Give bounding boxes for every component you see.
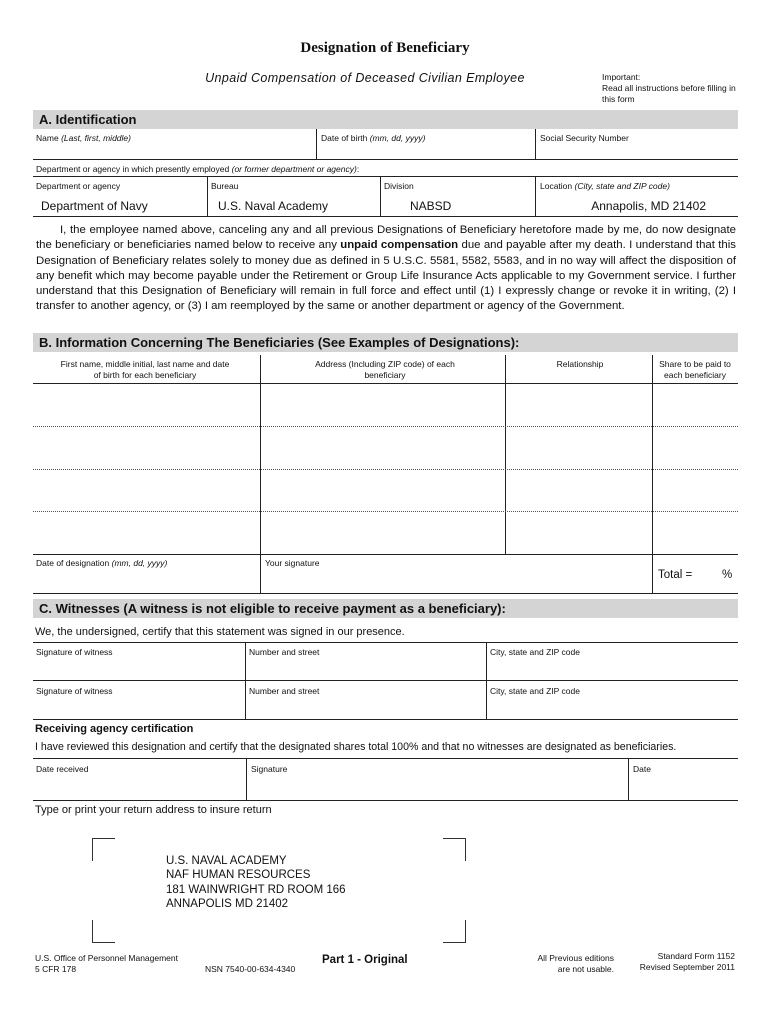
address-line: NAF HUMAN RESOURCES [166,869,311,882]
divider [380,176,381,216]
ssn-field[interactable] [536,129,738,159]
witness1-city-label: City, state and ZIP code [490,647,580,657]
footer-standard-form [620,951,735,973]
col-address-header: Address (Including ZIP code) of each beneficiary [315,359,455,380]
footer-prev1: All Previous editions [537,953,614,963]
footer-agency-name: U.S. Office of Personnel Management [35,953,179,963]
footer-prev2: are not usable. [557,964,614,974]
statement-part2: due and payable after my death. I understand that this Designation of Beneficiary relates solely to money due as defined in 5 U.S.C. 5581, 5582, 5583, and in no way will affect the disposition of any benefit which may become payable under the Retirement or Group Life Insurance Acts applicable to my Government service. I further understand that this Designation of Beneficiary will remain in full force and effect until (1) I expressly change or revoke it in writing, (2) I transfer to another agency, or (3) I am reemployed by the same or another department or agency of the Government. [36,239,736,313]
section-b-heading: B. Information Concerning The Beneficiaries (See Examples of Designations): [33,333,738,352]
location-label [540,181,670,191]
important-note [602,72,742,105]
witness2-street-field[interactable] [246,681,486,719]
witness1-street-label: Number and street [249,647,320,657]
footer-previous-editions [510,953,614,975]
designation-date-field[interactable] [33,555,260,593]
your-signature-label: Your signature [265,558,320,568]
witness2-city-field[interactable] [487,681,738,719]
witness1-city-field[interactable] [487,643,738,680]
ssn-label: Social Security Number [540,133,629,143]
witness2-city-label: City, state and ZIP code [490,686,580,696]
return-address-block[interactable] [166,854,346,911]
footer-cfr: 5 CFR 178 [35,964,77,974]
corner-mark [443,838,466,861]
witness-certify-text: We, the undersigned, certify that this statement was signed in our presence. [35,626,405,638]
address-line: 181 WAINWRIGHT RD ROOM 166 [166,883,346,896]
col-share-header: Share to be paid to each beneficiary [659,359,731,380]
address-line: U.S. NAVAL ACADEMY [166,855,287,867]
divider [33,159,738,160]
date-hint: (mm, dd, yyyy) [111,558,168,568]
col-name-header: First name, middle initial, last name and date of birth for each beneficiary [60,359,230,380]
divider [33,216,738,217]
witness1-signature-field[interactable] [33,643,245,680]
important-text: Read all instructions before filling in this form [602,83,736,104]
col-relationship-header: Relationship [556,359,604,369]
department-label: Department or agency [36,181,121,191]
name-field[interactable] [33,129,316,159]
witness1-signature-label: Signature of witness [36,647,113,657]
statement-part1: I, the employee named above, canceling any and all previous Designations of Beneficiary heretofore made by me, do now designate the beneficiary or beneficiaries named below to receive any [36,224,736,252]
dept-line-colon: : [356,164,360,174]
receiving-text: I have reviewed this designation and certify that the designated shares total 100% and that no witnesses are designated as beneficiaries. [35,741,677,753]
agency-date-label: Date [633,764,651,774]
name-hint: (Last, first, middle) [61,133,131,143]
section-a-heading: A. Identification [33,110,738,129]
corner-mark [92,838,115,861]
important-heading: Important: [602,72,641,82]
divider [207,176,208,216]
footer-revised: Revised September 2011 [639,962,735,972]
corner-mark [443,920,466,943]
agency-signature-label: Signature [251,764,288,774]
beneficiary-row[interactable] [33,512,738,554]
receiving-heading: Receiving agency certification [35,723,194,735]
footer-part: Part 1 - Original [322,954,408,966]
witness2-signature-field[interactable] [33,681,245,719]
footer-agency [35,953,178,975]
divider [33,719,738,720]
date-received-label: Date received [36,764,89,774]
return-address-prompt: Type or print your return address to insure return [35,804,272,816]
divider [33,176,738,177]
section-c-heading: C. Witnesses (A witness is not eligible to receive payment as a beneficiary): [33,599,738,618]
witness1-street-field[interactable] [246,643,486,680]
total-label: Total = [658,569,693,581]
total-percent: % [722,569,733,581]
department-value[interactable]: Department of Navy [41,199,148,213]
location-label-text: Location [540,181,573,191]
divider [33,593,738,594]
address-line: ANNAPOLIS MD 21402 [166,897,289,910]
name-label-text: Name [36,133,59,143]
corner-mark [92,920,115,943]
bureau-value[interactable]: U.S. Naval Academy [218,199,329,213]
agency-date-field[interactable] [629,759,738,799]
beneficiary-row[interactable] [33,470,738,511]
your-signature-field[interactable] [261,555,652,593]
form-title: Designation of Beneficiary [300,40,470,56]
beneficiary-row[interactable] [33,427,738,469]
divider [652,554,653,593]
dob-hint: (mm, dd, yyyy) [369,133,426,143]
divider [33,800,738,801]
dob-field[interactable] [317,129,535,159]
date-label-text: Date of designation [36,558,110,568]
location-hint: (City, state and ZIP code) [574,181,670,191]
footer-sf: Standard Form 1152 [657,951,735,961]
beneficiary-row[interactable] [33,384,738,426]
designation-statement [36,223,736,315]
location-value[interactable]: Annapolis, MD 21402 [591,199,706,213]
form-subtitle: Unpaid Compensation of Deceased Civilian Employee [205,71,525,85]
witness2-street-label: Number and street [249,686,320,696]
dept-line-label: Department or agency in which presently employed [36,164,230,174]
division-value[interactable]: NABSD [410,199,452,213]
dept-line-hint: (or former department or agency) [231,164,357,174]
division-label: Division [384,181,414,191]
witness2-signature-label: Signature of witness [36,686,113,696]
bureau-label: Bureau [211,181,239,191]
statement-bold: unpaid compensation [340,239,459,252]
divider [535,176,536,216]
agency-signature-field[interactable] [247,759,628,799]
footer-nsn: NSN 7540-00-634-4340 [205,964,296,974]
date-received-field[interactable] [33,759,246,799]
dept-presently-label [36,164,359,174]
dob-label-text: Date of birth [321,133,368,143]
